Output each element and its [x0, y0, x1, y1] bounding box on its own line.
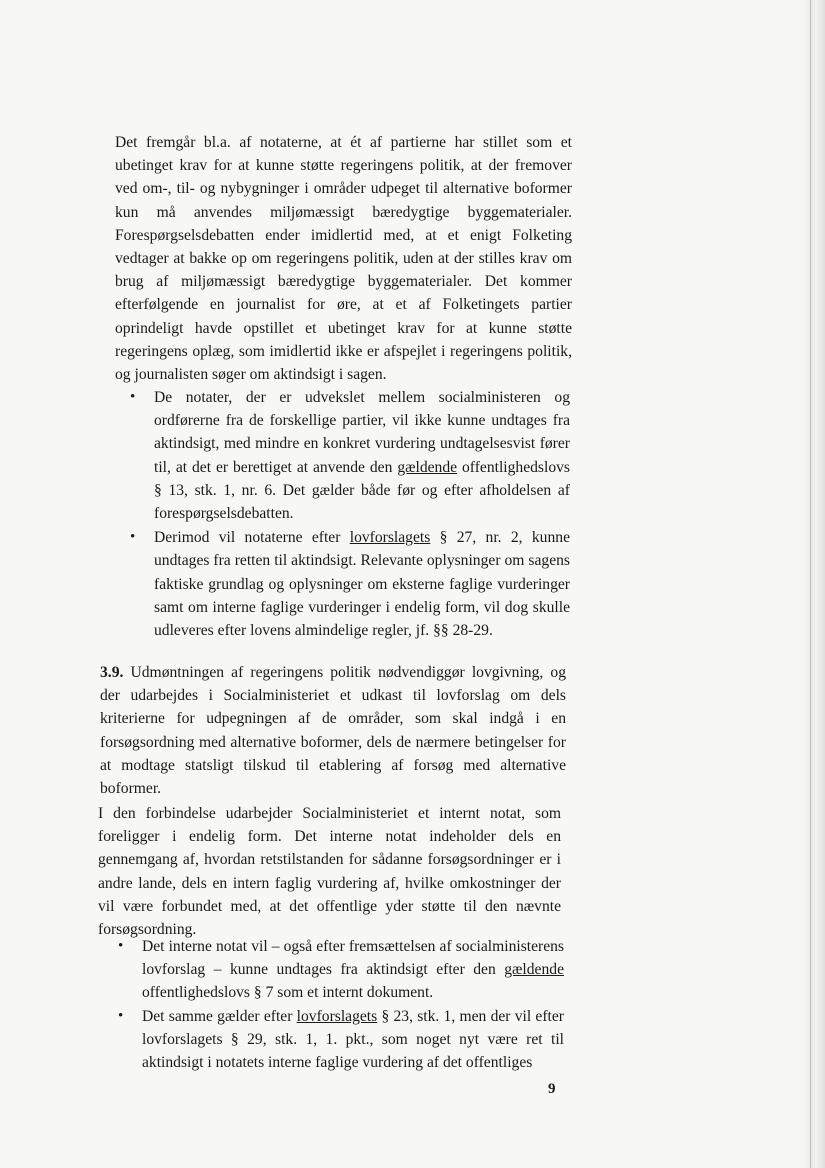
- bullet-text: Det interne notat vil – også efter fremsættelsen af socialministerens lovforslag – kunne undtages fra aktindsigt efter den: [142, 938, 564, 979]
- bullet-text: § 23, stk. 1, men der vil efter lovforslagets § 29, stk. 1, 1. pkt., som noget nyt være ret til aktindsigt i notatets interne faglige vurdering af det offentliges: [142, 1007, 564, 1072]
- paragraph-intro: Det fremgår bl.a. af notaterne, at ét af partierne har stillet som et ubetinget krav for at kunne støtte regeringens politik, at der fremover ved om-, til- og nybygninger i områder udpeget til alternative boformer kun må anvendes miljømæssigt bæredygtige byggematerialer. Forespørgselsdebatten ender imidlertid med, at et enigt Folketing vedtager at bakke op om regeringens politik, uden at der stilles krav om brug af miljømæssigt bæredygtige byggematerialer. Det kommer efterfølgende en journalist for øre, at et af Folketingets partier oprindeligt havde opstillet et ubetinget krav for at kunne støtte regeringens oplæg, som imidlertid ikke er afspejlet i regeringens politik, og journalisten søger om aktindsigt i sagen.: [115, 134, 572, 384]
- bullet-text: De notater, der er udvekslet mellem socialministeren og ordførerne fra de forskellige partier, vil ikke kunne undtages fra aktindsigt, med mindre en konkret vurdering undtagelsesvist fører til, at det er berettiget at anvende den: [154, 389, 570, 476]
- underlined-term: lovforslagets: [349, 529, 431, 547]
- bullet-text: Det samme gælder efter: [142, 1007, 297, 1025]
- bullet-list-notes: [130, 386, 570, 643]
- page-number: 9: [548, 1081, 556, 1097]
- paragraph-text: Udmøntningen af regeringens politik nødvendiggør lovgivning, og der udarbejdes i Socialministeriet et udkast til lovforslag om dels kriterierne for udpegningen af de områder, som skal indgå i en forsøgsordning med alternative boformer, dels de nærmere betingelser for at modtage statsligt tilskud til etablering af forsøg med alternative boformer.: [100, 664, 566, 798]
- underlined-term: gældende: [504, 961, 564, 979]
- bullet-text: offentlighedslovs § 13, stk. 1, nr. 6. Det gælder både før og efter afholdelsen af forespørgselsdebatten.: [154, 458, 570, 523]
- section-number: 3.9.: [100, 664, 124, 681]
- bullet-item-notes-exempt: [130, 526, 570, 642]
- bullet-item-notes-access: [130, 386, 570, 525]
- bullet-icon: •: [130, 529, 136, 546]
- bullet-icon: •: [118, 938, 124, 954]
- paragraph-internal-note: I den forbindelse udarbejder Socialministeriet et internt notat, som foreligger i endelig form. Det interne notat indeholder dels en gennemgang af, hvordan retstilstanden for sådanne forsøgsordninger er i andre lande, dels en intern faglig vurdering af, hvilke omkostninger der vil være forbundet med, at det offentlige yder støtte til den nævnte forsøgsordning.: [98, 805, 561, 939]
- bullet-text: § 27, nr. 2, kunne undtages fra retten til aktindsigt. Relevante oplysninger om sagens faktiske grundlag og oplysninger om eksterne faglige vurderinger samt om interne faglige vurderinger i endelig form, vil dog skulle udleveres efter lovens almindelige regler, jf. §§ 28-29.: [154, 529, 570, 640]
- bullet-text: Derimod vil notaterne efter: [154, 529, 350, 547]
- bullet-icon: •: [118, 1007, 124, 1024]
- paragraph-section-3-9: [100, 661, 566, 800]
- bullet-item-internal-exempt: [118, 935, 564, 1005]
- underlined-term: gældende: [397, 458, 458, 476]
- bullet-item-internal-access: [118, 1005, 564, 1075]
- underlined-term: lovforslagets: [296, 1007, 378, 1025]
- bullet-icon: •: [130, 389, 136, 405]
- bullet-text: offentlighedslovs § 7 som et internt dokument.: [142, 984, 434, 1002]
- bullet-list-internal-note: [118, 935, 564, 1074]
